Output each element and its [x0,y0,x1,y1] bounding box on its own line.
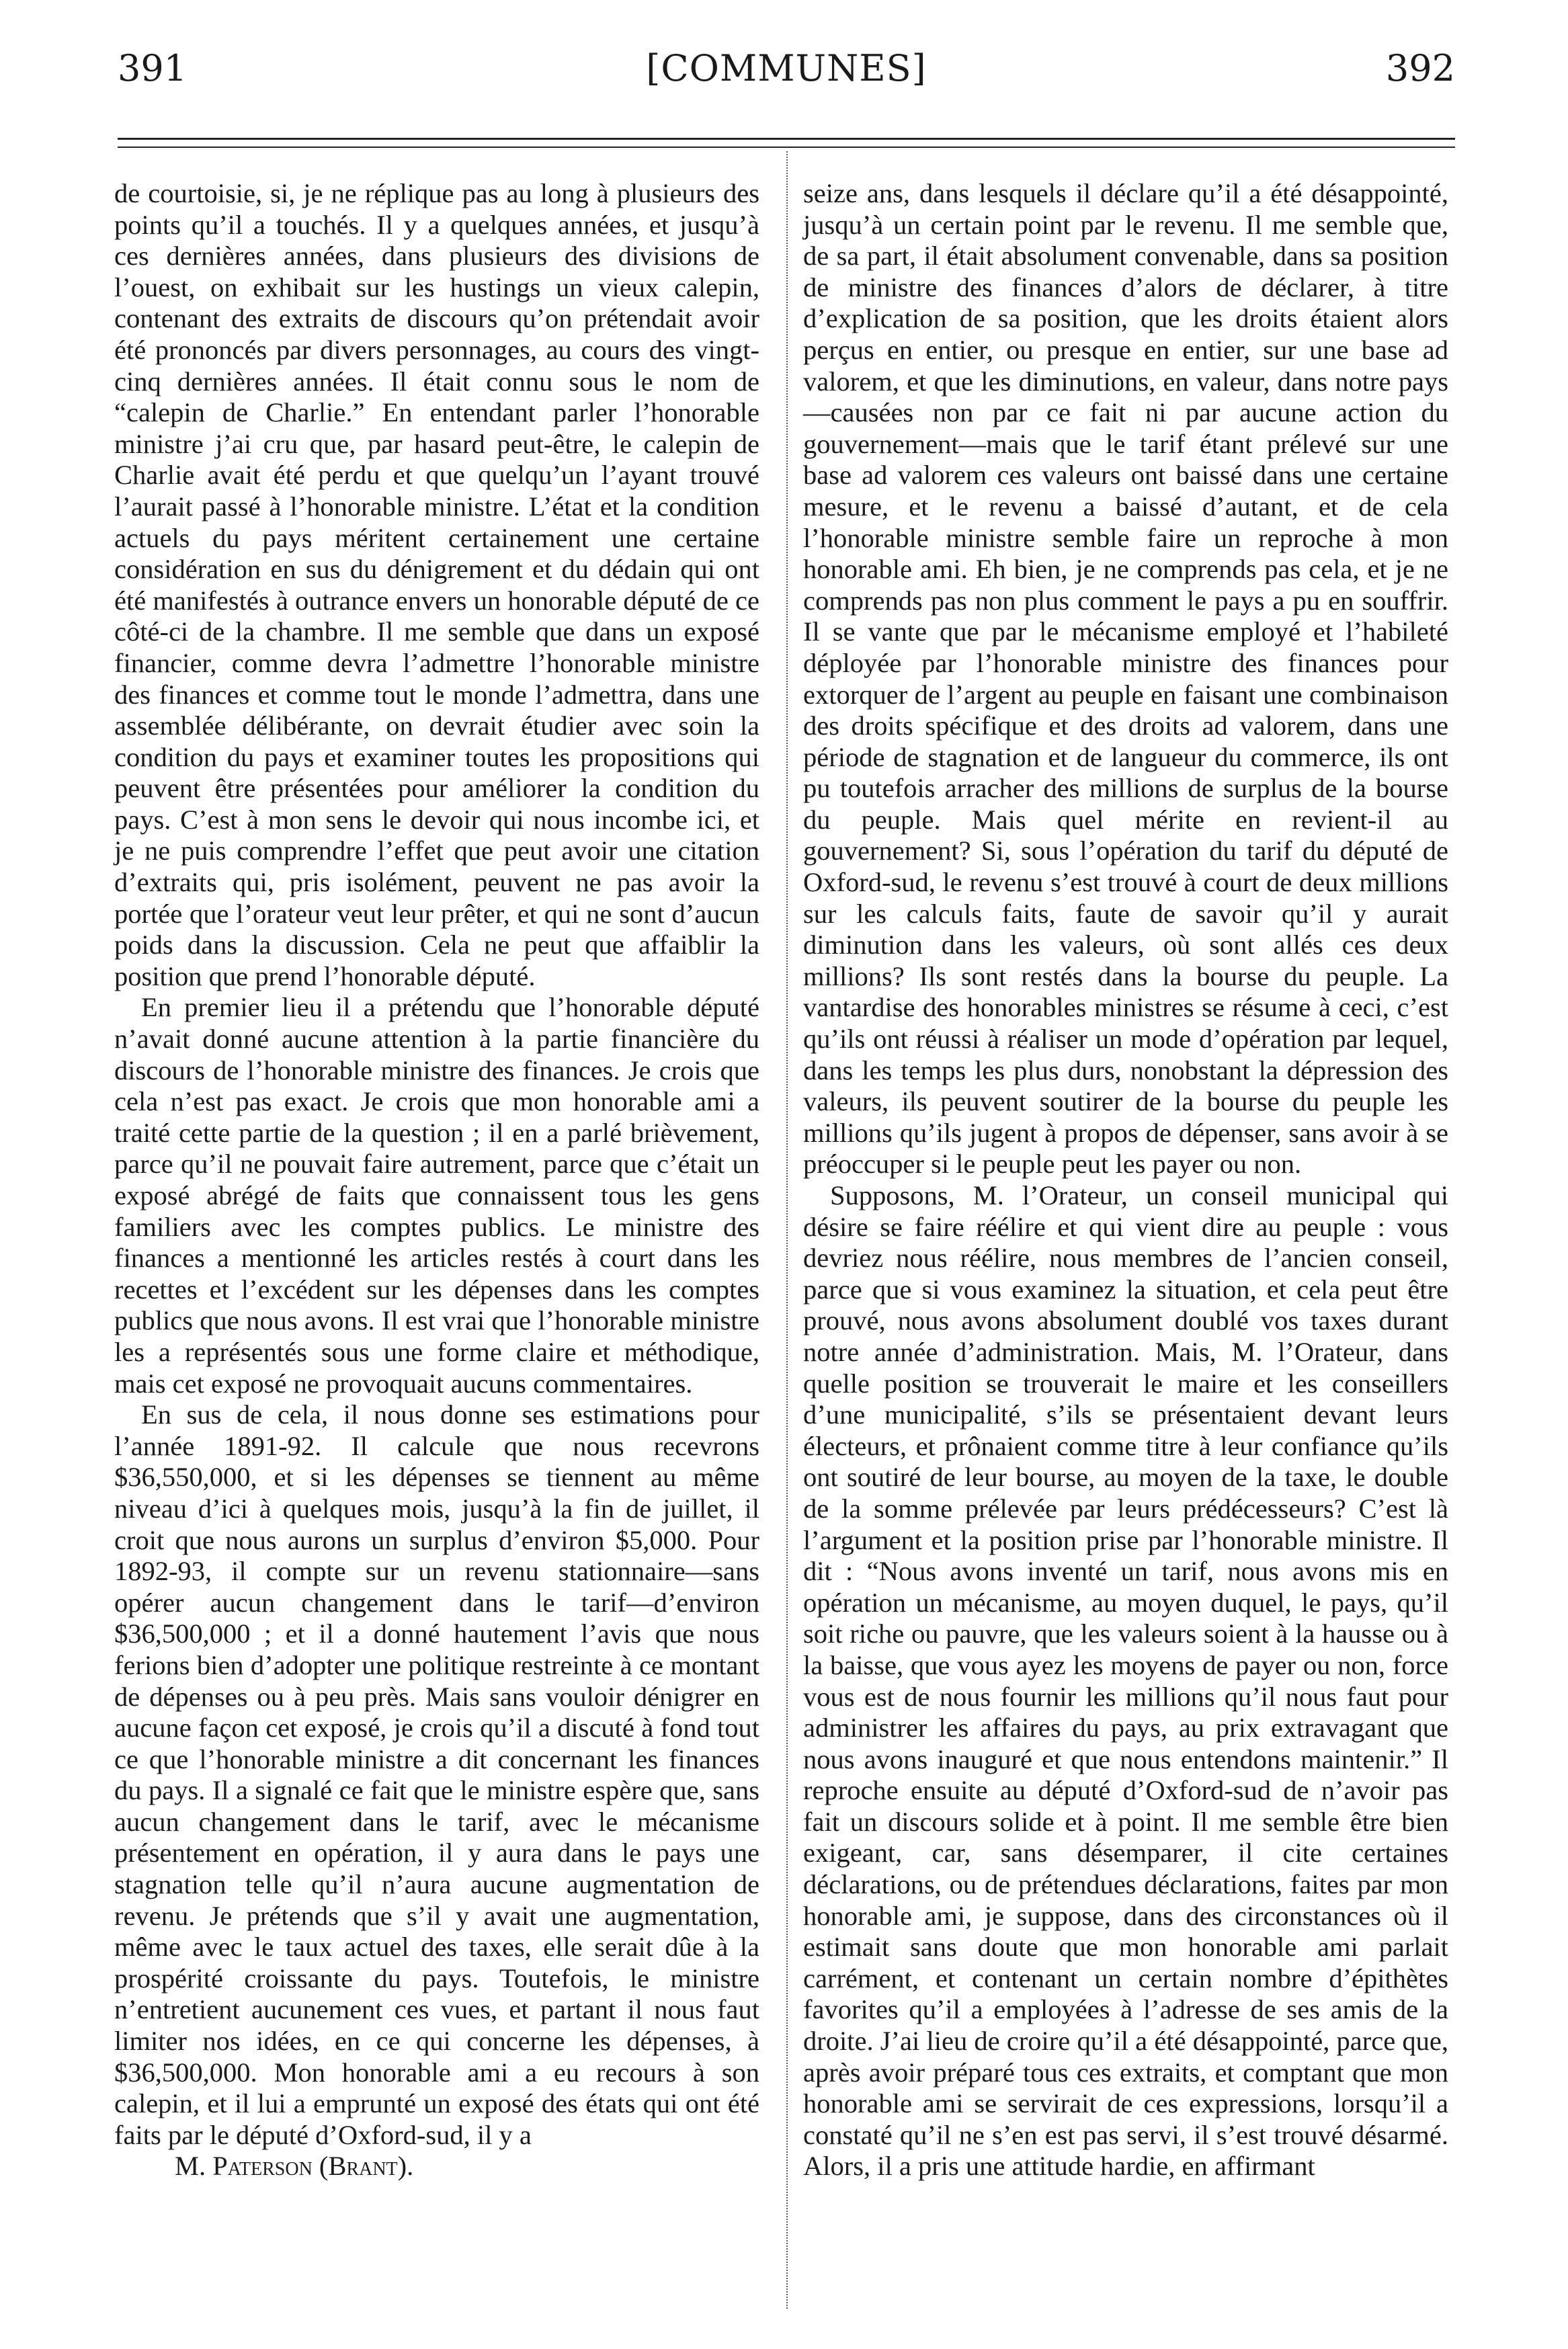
right-paragraph-1: seize ans, dans lesquels il déclare qu’il a été désappointé, jusqu’à un certain point par le revenu. Il me semble que, de sa part, il était absolument convenable, dans sa position de ministre des finances d’alors de déclarer, à titre d’explication de sa position, que les droits étaient alors perçus en entier, ou presque en entier, sur une base ad valorem, et que les diminutions, en valeur, dans notre pays—causées non par ce fait ni par aucune action du gouvernement—mais que le tarif étant prélevé sur une base ad valorem ces valeurs ont baissé dans une certaine mesure, et le revenu a baissé d’autant, et de cela l’honorable ministre semble faire un reproche à mon honorable ami. Eh bien, je ne comprends pas cela, et je ne comprends pas non plus comment le pays a pu en souffrir. Il se vante que par le mécanisme employé et l’habileté déployée par l’honorable ministre des finances pour extorquer de l’argent au peuple en faisant une combinaison des droits spécifique et des droits ad valorem, dans une période de stagnation et de langueur du commerce, ils ont pu toutefois arracher des millions de surplus de la bourse du peuple. Mais quel mérite en revient-il au gouvernement? Si, sous l’opération du tarif du député de Oxford-sud, le revenu s’est trouvé à court de deux millions sur les calculs faits, faute de savoir qu’il y aurait diminution dans les valeurs, où sont allés ces deux millions? Ils sont restés dans la bourse du peuple. La vantardise des honorables ministres se résume à ceci, c’est qu’ils ont réussi à réaliser un mode d’opération par lequel, dans les temps les plus durs, nonobstant la dépression des valeurs, ils peuvent soutirer de la bourse du peuple les millions qu’ils jugent à propos de dépenser, sans avoir à se préoccuper si le peuple peut les payer ou non. [803,178,1448,1180]
header-rule-top [118,138,1455,140]
speaker-attribution: M. Paterson (Brant). [175,2151,414,2182]
column-divider [786,151,788,2309]
running-title: [COMMUNES] [646,47,927,89]
header-rule-bottom [118,147,1455,148]
page-number-left: 391 [118,47,188,89]
page-number-right: 392 [1385,47,1455,89]
left-column [114,178,759,2182]
page-header [118,47,1455,101]
right-column [803,178,1448,2182]
left-paragraph-1: de courtoisie, si, je ne réplique pas au long à plusieurs des points qu’il a touchés. Il y a quelques années, et jusqu’à ces dernières années, dans plusieurs des divisions de l’ouest, on exhibait sur les hustings un vieux calepin, contenant des extraits de discours qu’on prétendait avoir été prononcés par divers personnages, au cours des vingt-cinq dernières années. Il était connu sous le nom de “calepin de Charlie.” En entendant parler l’honorable ministre j’ai cru que, par hasard peut-être, le calepin de Charlie avait été perdu et que quelqu’un l’ayant trouvé l’aurait passé à l’honorable ministre. L’état et la condition actuels du pays méritent certainement une certaine considération en sus du dénigrement et du dédain qui ont été manifestés à outrance envers un honorable député de ce côté-ci de la chambre. Il me semble que dans un exposé financier, comme devra l’admettre l’honorable ministre des finances et comme tout le monde l’admettra, dans une assemblée délibérante, on devrait étudier avec soin la condition du pays et examiner toutes les propositions qui peuvent être présentées pour améliorer la condition du pays. C’est à mon sens le devoir qui nous incombe ici, et je ne puis comprendre l’effet que peut avoir une citation d’extraits qui, pris isolément, peuvent ne pas avoir la portée que l’orateur veut leur prêter, et qui ne sont d’aucun poids dans la discussion. Cela ne peut que affaiblir la position que prend l’honorable député. [114,178,759,991]
left-paragraph-2: En premier lieu il a prétendu que l’honorable député n’avait donné aucune attention à la partie financière du discours de l’honorable ministre des finances. Je crois que cela n’est pas exact. Je crois que mon honorable ami a traité cette partie de la question ; il en a parlé brièvement, parce qu’il ne pouvait faire autrement, parce que c’était un exposé abrégé de faits que connaissent tous les gens familiers avec les comptes publics. Le ministre des finances a mentionné les articles restés à court dans les recettes et l’excédent sur les dépenses dans les comptes publics que nous avons. Il est vrai que l’honorable ministre les a représentés sous une forme claire et méthodique, mais cet exposé ne provoquait aucuns commentaires. [114,992,759,1399]
right-paragraph-2: Supposons, M. l’Orateur, un conseil municipal qui désire se faire réélire et qui vient dire au peuple : vous devriez nous réélire, nous membres de l’ancien conseil, parce que si vous examinez la situation, et cela peut être prouvé, nous avons absolument doublé vos taxes durant notre année d’administration. Mais, M. l’Orateur, dans quelle position se trouverait le maire et les conseillers d’une municipalité, s’ils se présentaient devant leurs électeurs, et prônaient comme titre à leur confiance qu’ils ont soutiré de leur bourse, au moyen de la taxe, le double de la somme prélevée par leurs prédécesseurs? C’est là l’argument et la position prise par l’honorable ministre. Il dit : “Nous avons inventé un tarif, nous avons mis en opération un mécanisme, au moyen duquel, le pays, qu’il soit riche ou pauvre, que les valeurs soient à la hausse ou à la baisse, que vous ayez les moyens de payer ou non, force vous est de nous fournir les millions qu’il nous faut pour administrer les affaires du pays, au prix extravagant que nous avons inauguré et que nous entendons maintenir.” Il reproche ensuite au député d’Oxford-sud de n’avoir pas fait un discours solide et à point. Il me semble être bien exigeant, car, sans désemparer, il cite certaines déclarations, ou de prétendues déclarations, faites par mon honorable ami, je suppose, dans des circonstances où il estimait sans doute que mon honorable ami parlait carrément, et contenant un certain nombre d’épithètes favorites qu’il a employées à l’adresse de ses amis de la droite. J’ai lieu de croire qu’il a été désappointé, parce que, après avoir préparé tous ces extraits, et comptant que mon honorable ami se servirait de ces expressions, lorsqu’il a constaté qu’il ne s’en est pas servi, il s’est trouvé désarmé. Alors, il a pris une attitude hardie, en affirmant [803,1180,1448,2182]
left-paragraph-3: En sus de cela, il nous donne ses estimations pour l’année 1891-92. Il calcule que nous recevrons $36,550,000, et si les dépenses se tiennent au même niveau d’ici à quelques mois, jusqu’à la fin de juillet, il croit que nous aurons un surplus d’environ $5,000. Pour 1892-93, il compte sur un revenu stationnaire—sans opérer aucun changement dans le tarif—d’environ $36,500,000 ; et il a donné hautement l’avis que nous ferions bien d’adopter une politique restreinte à ce montant de dépenses ou à peu près. Mais sans vouloir dénigrer en aucune façon cet exposé, je crois qu’il a discuté à fond tout ce que l’honorable ministre a dit concernant les finances du pays. Il a signalé ce fait que le ministre espère que, sans aucun changement dans le tarif, avec le mécanisme présentement en opération, il y aura dans le pays une stagnation telle qu’il n’aura aucune augmentation de revenu. Je prétends que s’il y avait une augmentation, même avec le taux actuel des taxes, elle serait dûe à la prospérité croissante du pays. Toutefois, le ministre n’entretient aucunement ces vues, et partant il nous faut limiter nos idées, en ce qui concerne les dépenses, à $36,500,000. Mon honorable ami a eu recours à son calepin, et il lui a emprunté un exposé des états qui ont été faits par le député d’Oxford-sud, il y a [114,1399,759,2150]
